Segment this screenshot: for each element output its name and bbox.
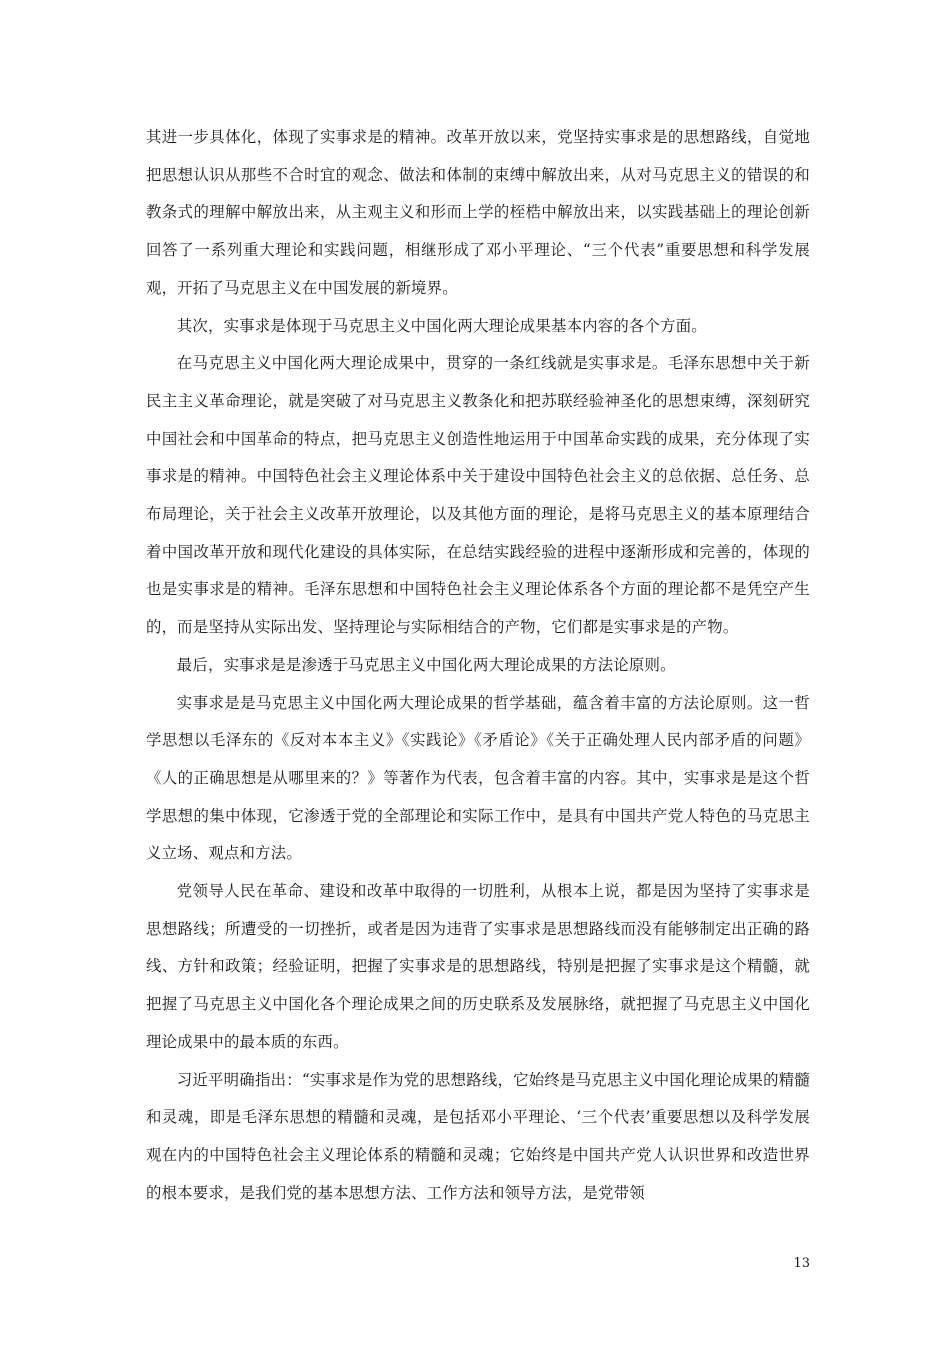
paragraph: 其进一步具体化，体现了实事求是的精神。改革开放以来，党坚持实事求是的思想路线，自觉地把思想认识从那些不合时宜的观念、做法和体制的束缚中解放出来，从对马克思主义的错误的和教条式的理解中解放出来，从主观主义和形而上学的桎梏中解放出来，以实践基础上的理论创新回答了一系列重大理论和实践问题，相继形成了邓小平理论、“三个代表”重要思想和科学发展观，开拓了马克思主义在中国发展的新境界。 xyxy=(146,128,810,297)
paragraph: 习近平明确指出：“实事求是作为党的思想路线，它始终是马克思主义中国化理论成果的精髓和灵魂，即是毛泽东思想的精髓和灵魂，是包括邓小平理论、‘三个代表’重要思想以及科学发展观在内的中国特色社会主义理论体系的精髓和灵魂；它始终是中国共产党人认识世界和改造世界的根本要求，是我们党的基本思想方法、工作方法和领导方法，是党带领 xyxy=(146,1070,810,1202)
paragraph: 其次，实事求是体现于马克思主义中国化两大理论成果基本内容的各个方面。 xyxy=(176,316,707,335)
paragraph: 党领导人民在革命、建设和改革中取得的一切胜利，从根本上说，都是因为坚持了实事求是思想路线；所遭受的一切挫折，或者是因为违背了实事求是思想路线而没有能够制定出正确的路线、方针和政策；经验证明，把握了实事求是的思想路线，特别是把握了实事求是这个精髓，就把握了马克思主义中国化各个理论成果之间的历史联系及发展脉络，就把握了马克思主义中国化理论成果中的最本质的东西。 xyxy=(146,882,810,1051)
paragraph: 在马克思主义中国化两大理论成果中，贯穿的一条红线就是实事求是。毛泽东思想中关于新民主主义革命理论，就是突破了对马克思主义教条化和把苏联经验神圣化的思想束缚，深刻研究中国社会和中国革命的特点，把马克思主义创造性地运用于中国革命实践的成果，充分体现了实事求是的精神。中国特色社会主义理论体系中关于建设中国特色社会主义的总依据、总任务、总布局理论，关于社会主义改革开放理论，以及其他方面的理论，是将马克思主义的基本原理结合着中国改革开放和现代化建设的具体实际，在总结实践经验的进程中逐渐形成和完善的，体现的也是实事求是的精神。毛泽东思想和中国特色社会主义理论体系各个方面的理论都不是凭空产生的，而是坚持从实际出发、坚持理论与实际相结合的产物，它们都是实事求是的产物。 xyxy=(146,354,810,637)
body-text xyxy=(146,119,810,1212)
paragraph: 实事求是是马克思主义中国化两大理论成果的哲学基础，蕴含着丰富的方法论原则。这一哲学思想以毛泽东的《反对本本主义》《实践论》《矛盾论》《关于正确处理人民内部矛盾的问题》《人的正确思想是从哪里来的？》等著作为代表，包含着丰富的内容。其中，实事求是是这个哲学思想的集中体现，它渗透于党的全部理论和实际工作中，是具有中国共产党人特色的马克思主义立场、观点和方法。 xyxy=(146,693,810,863)
page-number: 13 xyxy=(793,1256,810,1271)
paragraph: 最后，实事求是是渗透于马克思主义中国化两大理论成果的方法论原则。 xyxy=(176,655,676,674)
